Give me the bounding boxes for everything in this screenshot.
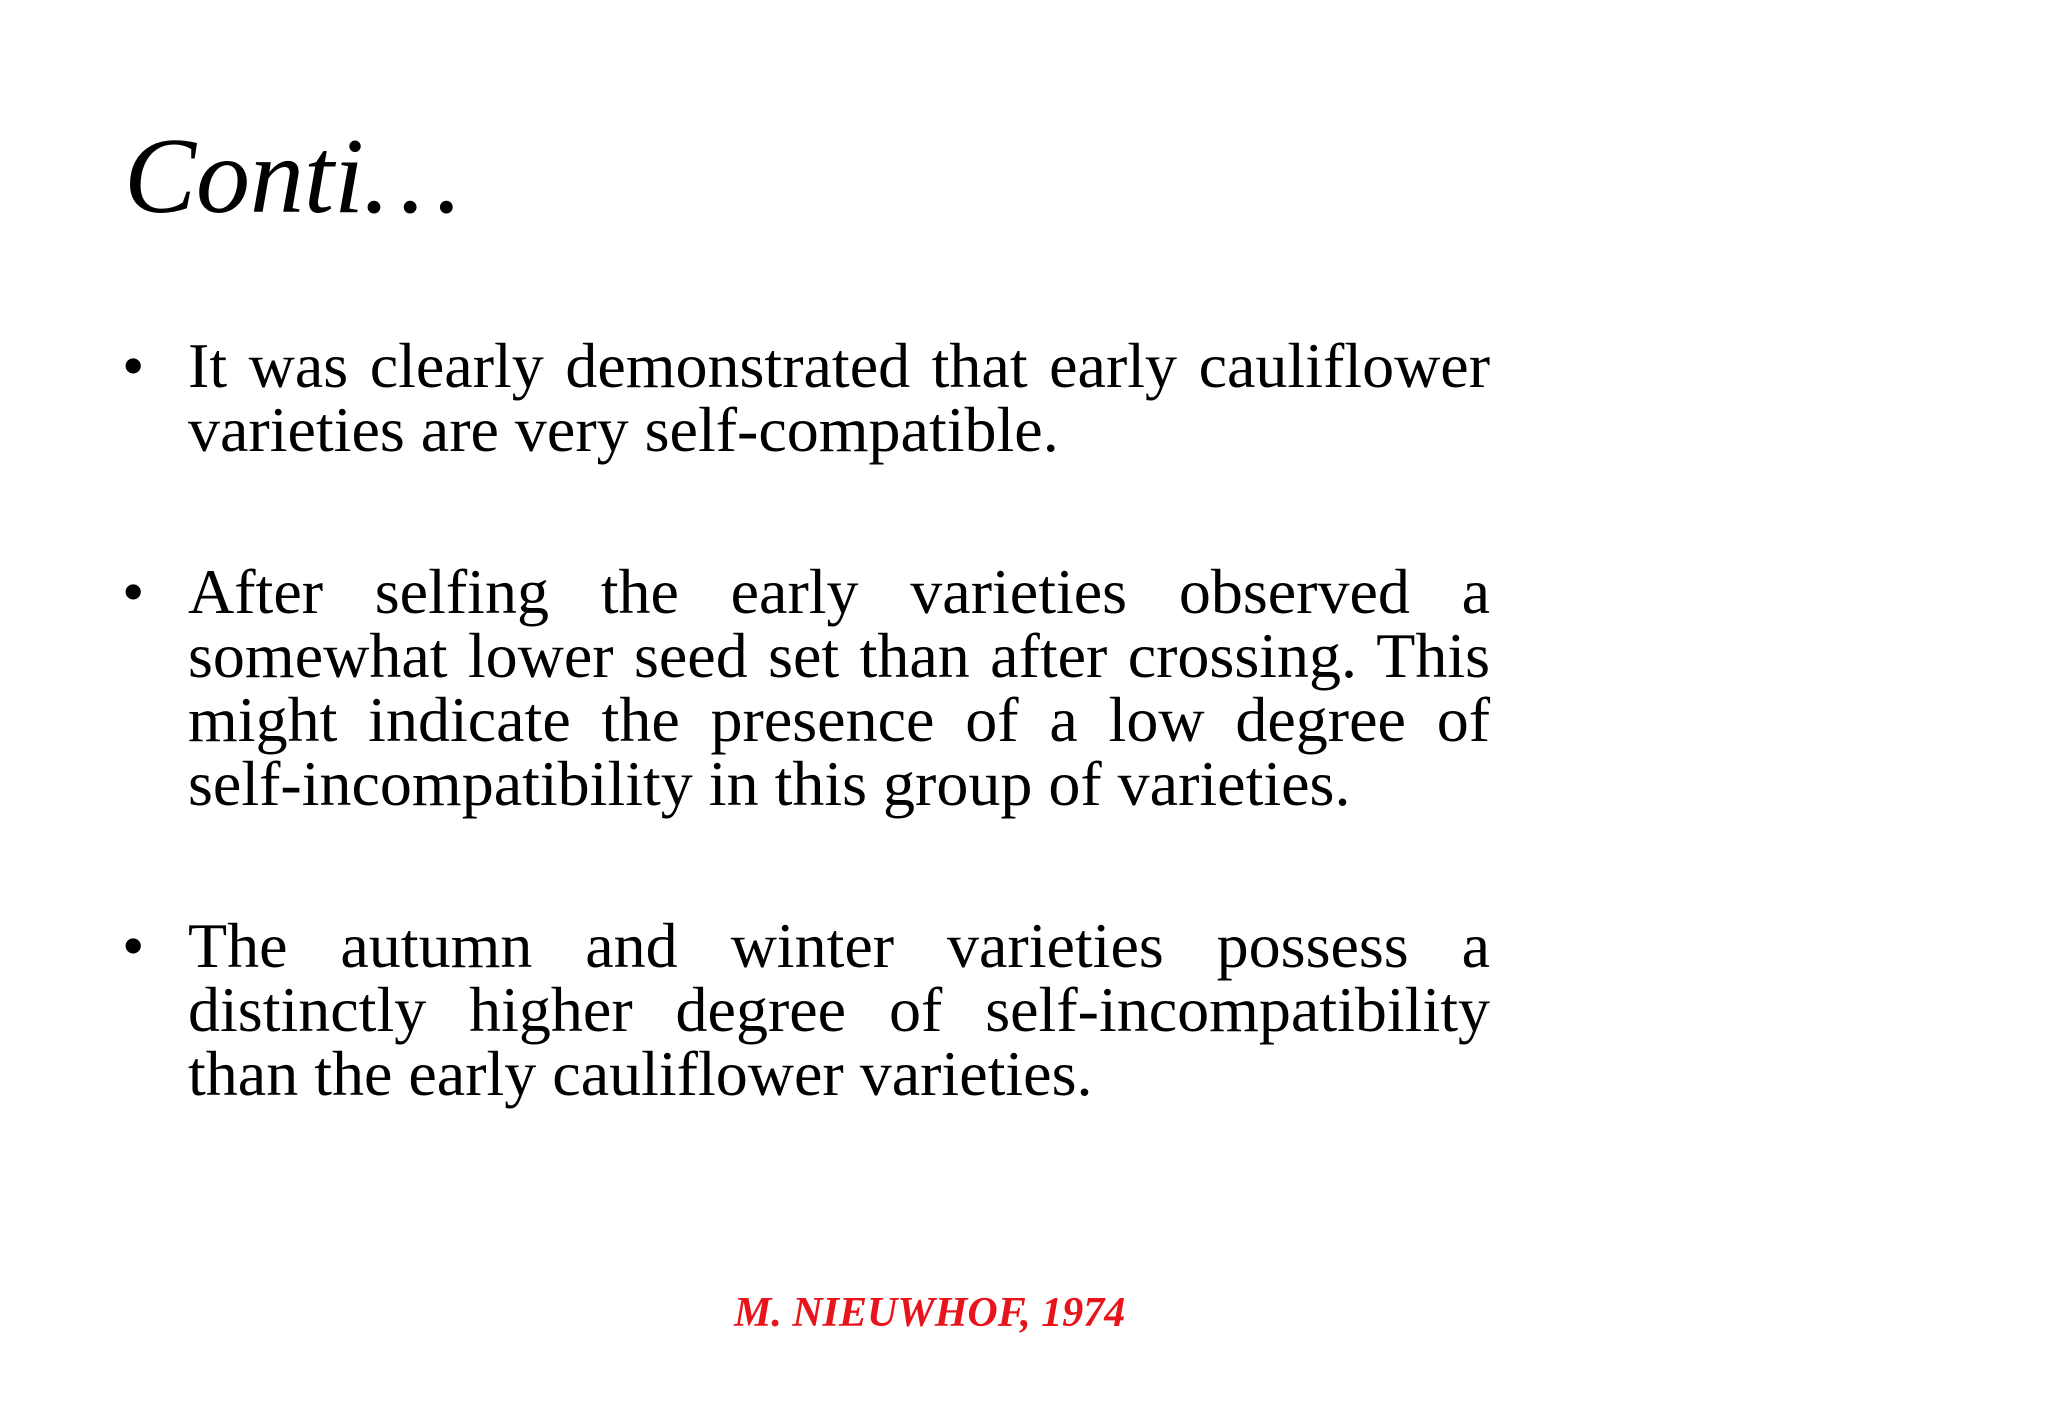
bullet-text: It was clearly demonstrated that early cauliflower varieties are very self-compatible. [188, 330, 1490, 465]
bullet-item [122, 556, 1490, 819]
bullet-item [122, 330, 1490, 465]
bullet-marker: • [122, 330, 145, 401]
bullet-marker: • [122, 556, 145, 627]
bullet-text: After selfing the early varieties observed a somewhat lower seed set than after crossing. This might indicate the presence of a low degree of self-incompatibility in this group of varieties. [188, 556, 1490, 819]
citation: M. NIEUWHOF, 1974 [734, 1290, 1126, 1336]
bullet-marker: • [122, 910, 145, 981]
bullet-text: The autumn and winter varieties possess a distinctly higher degree of self-incompatibility than the early cauliflower varieties. [188, 910, 1490, 1109]
bullet-list [122, 330, 1490, 1109]
slide-title: Conti… [124, 117, 461, 236]
bullet-item [122, 910, 1490, 1109]
